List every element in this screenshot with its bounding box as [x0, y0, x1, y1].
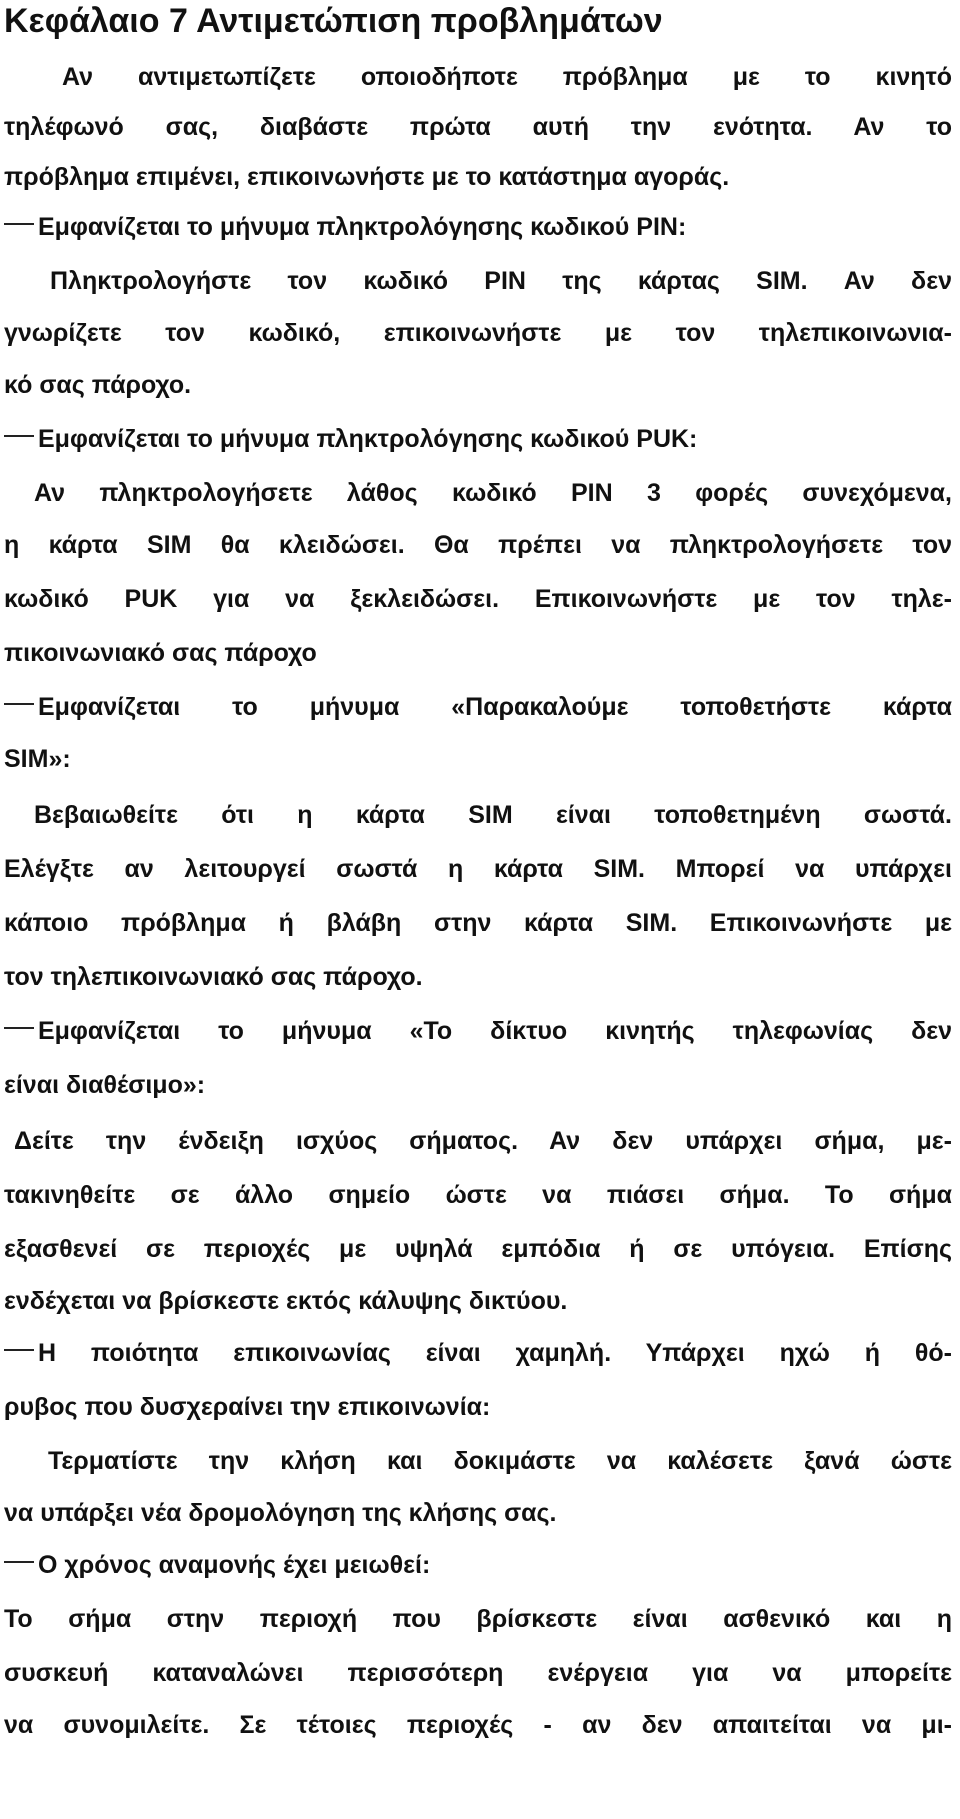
puk-line-3: κωδικό PUK για να ξεκλειδώσει. Επικοινωνήστε με τον τηλε-	[4, 585, 952, 613]
standby-line-2: συσκευή καταναλώνει περισσότερη ενέργεια για να μπορείτε	[4, 1659, 952, 1687]
pin-line-2: γνωρίζετε τον κωδικό, επικοινωνήστε με τον τηλεπικοινωνια-	[4, 319, 952, 347]
quality-line-1: Τερματίστε την κλήση και δοκιμάστε να καλέσετε ξανά ώστε	[48, 1447, 952, 1475]
standby-title-text: Ο χρόνος αναμονής έχει μειωθεί:	[38, 1551, 431, 1579]
sim-title-cont: SIM»:	[4, 745, 71, 773]
sim-line-4: τον τηλεπικοινωνιακό σας πάροχο.	[4, 963, 423, 991]
puk-line-1: Αν πληκτρολογήσετε λάθος κωδικό PIN 3 φορές συνεχόμενα,	[34, 479, 952, 507]
sim-line-3: κάποιο πρόβλημα ή βλάβη στην κάρτα SIM. Επικοινωνήστε με	[4, 909, 952, 937]
network-line-3: εξασθενεί σε περιοχές με υψηλά εμπόδια ή σε υπόγεια. Επίσης	[4, 1235, 952, 1263]
quality-title-text: Η ποιότητα επικοινωνίας είναι χαμηλή. Υπάρχει ηχώ ή θό-	[38, 1339, 952, 1367]
standby-line-1: Το σήμα στην περιοχή που βρίσκεστε είναι ασθενικό και η	[4, 1605, 952, 1633]
standby-line-3: να συνομιλείτε. Σε τέτοιες περιοχές - αν δεν απαιτείται να μι-	[4, 1711, 952, 1739]
network-line-2: τακινηθείτε σε άλλο σημείο ώστε να πιάσει σήμα. Το σήμα	[4, 1181, 952, 1209]
network-line-1: Δείτε την ένδειξη ισχύος σήματος. Αν δεν υπάρχει σήμα, με-	[14, 1127, 952, 1155]
quality-line-2: να υπάρξει νέα δρομολόγηση της κλήσης σας.	[4, 1499, 557, 1527]
network-title-cont: είναι διαθέσιμο»:	[4, 1071, 206, 1099]
intro-line-3: πρόβλημα επιμένει, επικοινωνήστε με το κατάστημα αγοράς.	[4, 163, 730, 191]
dash-marker	[4, 1027, 34, 1029]
dash-marker	[4, 703, 34, 705]
chapter-heading: Κεφάλαιο 7 Αντιμετώπιση προβλημάτων	[4, 2, 663, 40]
pin-line-3: κό σας πάροχο.	[4, 371, 192, 399]
intro-line-2: τηλέφωνό σας, διαβάστε πρώτα αυτή την ενότητα. Αν το	[4, 113, 952, 141]
dash-marker	[4, 435, 34, 437]
dash-marker	[4, 1561, 34, 1563]
pin-section-title	[0, 202, 960, 252]
dash-marker	[4, 223, 34, 225]
sim-line-2: Ελέγξτε αν λειτουργεί σωστά η κάρτα SIM. Μπορεί να υπάρχει	[4, 855, 952, 883]
sim-title-text: Εμφανίζεται το μήνυμα «Παρακαλούμε τοποθετήστε κάρτα	[38, 693, 952, 721]
quality-title-cont: ρυβος που δυσχεραίνει την επικοινωνία:	[4, 1393, 491, 1421]
network-section-title	[0, 1006, 960, 1056]
quality-section-title	[0, 1328, 960, 1378]
pin-title-text: Εμφανίζεται το μήνυμα πληκτρολόγησης κωδικού PIN:	[38, 213, 687, 241]
network-line-4: ενδέχεται να βρίσκεστε εκτός κάλυψης δικτύου.	[4, 1287, 568, 1315]
network-title-text: Εμφανίζεται το μήνυμα «Το δίκτυο κινητής τηλεφωνίας δεν	[38, 1017, 952, 1045]
dash-marker	[4, 1349, 34, 1351]
puk-line-4: πικοινωνιακό σας πάροχο	[4, 639, 317, 667]
intro-line-1: Αν αντιμετωπίζετε οποιοδήποτε πρόβλημα με το κινητό	[62, 63, 952, 91]
standby-section-title	[0, 1540, 960, 1590]
puk-line-2: η κάρτα SIM θα κλειδώσει. Θα πρέπει να πληκτρολογήσετε τον	[4, 531, 952, 559]
sim-line-1: Βεβαιωθείτε ότι η κάρτα SIM είναι τοποθετημένη σωστά.	[34, 801, 952, 829]
puk-title-text: Εμφανίζεται το μήνυμα πληκτρολόγησης κωδικού PUK:	[38, 425, 698, 453]
sim-section-title	[0, 682, 960, 732]
pin-line-1: Πληκτρολογήστε τον κωδικό PIN της κάρτας SIM. Αν δεν	[50, 267, 952, 295]
puk-section-title	[0, 414, 960, 464]
